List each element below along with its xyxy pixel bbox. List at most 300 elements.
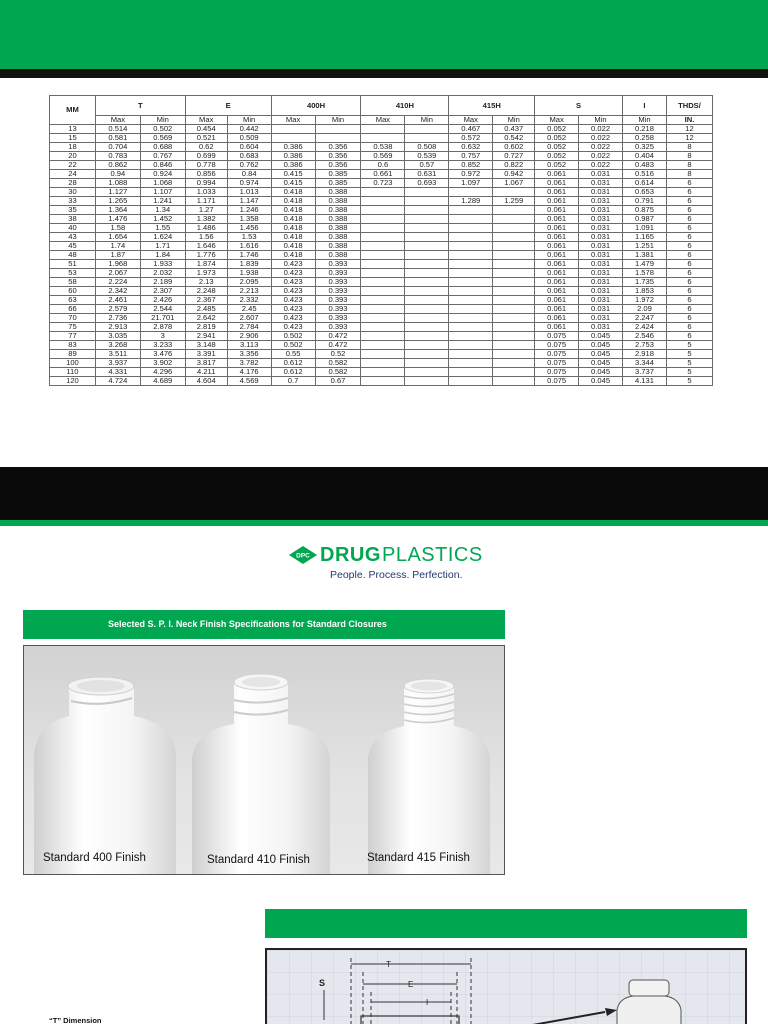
table-cell: 0.031: [579, 233, 623, 242]
table-cell: 0.418: [271, 242, 315, 251]
table-cell: 0.7: [271, 377, 315, 386]
table-cell: [493, 233, 535, 242]
logo-tagline: People. Process. Perfection.: [330, 569, 463, 581]
table-cell: 2.544: [140, 305, 185, 314]
table-cell: [405, 224, 449, 233]
table-cell: 6: [666, 269, 712, 278]
table-cell: 2.579: [95, 305, 140, 314]
table-cell: 0.994: [185, 179, 227, 188]
table-cell: 0.061: [535, 323, 579, 332]
table-cell: [449, 350, 493, 359]
table-cell: 0.542: [493, 134, 535, 143]
table-row: [50, 215, 713, 224]
table-cell: 3.268: [95, 341, 140, 350]
mm-size-cell: 83: [50, 341, 96, 350]
table-cell: 0.393: [315, 287, 361, 296]
table-cell: [405, 215, 449, 224]
table-cell: 2.819: [185, 323, 227, 332]
mm-size-cell: 20: [50, 152, 96, 161]
table-cell: 0.061: [535, 251, 579, 260]
subheader-cell: Max: [95, 116, 140, 125]
table-cell: [361, 368, 405, 377]
table-cell: [449, 296, 493, 305]
table-cell: 6: [666, 188, 712, 197]
bottles-illustration: [24, 646, 504, 874]
table-cell: [405, 332, 449, 341]
table-cell: 1.58: [95, 224, 140, 233]
table-cell: 5: [666, 359, 712, 368]
table-cell: 0.045: [579, 332, 623, 341]
table-cell: [493, 296, 535, 305]
table-cell: 0.045: [579, 341, 623, 350]
caption-400-finish: Standard 400 Finish: [43, 852, 146, 864]
table-cell: 0.569: [140, 134, 185, 143]
table-cell: 0.061: [535, 233, 579, 242]
table-cell: 0.258: [623, 134, 667, 143]
spi-banner: Selected S. P. I. Neck Finish Specifications for Standard Closures: [23, 610, 505, 639]
table-row: [50, 242, 713, 251]
table-cell: 0.483: [623, 161, 667, 170]
subheader-cell: Min: [623, 116, 667, 125]
mm-size-cell: 13: [50, 125, 96, 134]
table-cell: [361, 260, 405, 269]
table-cell: 0.031: [579, 260, 623, 269]
table-cell: 1.147: [227, 197, 271, 206]
table-cell: 0.052: [535, 125, 579, 134]
table-cell: 0.974: [227, 179, 271, 188]
table-cell: 1.646: [185, 242, 227, 251]
table-cell: 0.467: [449, 125, 493, 134]
mm-size-cell: 15: [50, 134, 96, 143]
table-row: [50, 125, 713, 134]
table-cell: 0.442: [227, 125, 271, 134]
table-cell: [405, 233, 449, 242]
table-cell: 0.423: [271, 269, 315, 278]
table-cell: 2.224: [95, 278, 140, 287]
table-cell: 2.753: [623, 341, 667, 350]
table-cell: 0.62: [185, 143, 227, 152]
table-cell: 0.415: [271, 179, 315, 188]
table-cell: 0.061: [535, 278, 579, 287]
table-cell: 1.107: [140, 188, 185, 197]
table-cell: 0.683: [227, 152, 271, 161]
table-cell: 0.582: [315, 359, 361, 368]
table-cell: 0.022: [579, 152, 623, 161]
table-cell: 0.653: [623, 188, 667, 197]
table-cell: 1.259: [493, 197, 535, 206]
table-cell: 6: [666, 296, 712, 305]
table-cell: 0.6: [361, 161, 405, 170]
table-cell: 0.075: [535, 368, 579, 377]
table-cell: [361, 296, 405, 305]
table-cell: [405, 296, 449, 305]
table-cell: 0.061: [535, 296, 579, 305]
table-cell: 4.131: [623, 377, 667, 386]
table-cell: [449, 341, 493, 350]
table-cell: 8: [666, 161, 712, 170]
table-cell: 0.762: [227, 161, 271, 170]
table-cell: 4.604: [185, 377, 227, 386]
table-cell: 0.022: [579, 161, 623, 170]
table-cell: 1.476: [95, 215, 140, 224]
table-cell: [449, 206, 493, 215]
table-cell: 1.624: [140, 233, 185, 242]
black-band: [0, 467, 768, 526]
table-row: [50, 296, 713, 305]
table-cell: 1.452: [140, 215, 185, 224]
table-cell: 0.631: [405, 170, 449, 179]
table-cell: 0.061: [535, 314, 579, 323]
table-cell: 0.418: [271, 233, 315, 242]
table-cell: 4.176: [227, 368, 271, 377]
table-cell: 1.381: [623, 251, 667, 260]
table-cell: 0.075: [535, 359, 579, 368]
table-cell: 1.486: [185, 224, 227, 233]
table-cell: 0.393: [315, 269, 361, 278]
table-cell: 12: [666, 134, 712, 143]
table-cell: 0.783: [95, 152, 140, 161]
table-cell: [405, 260, 449, 269]
table-cell: 0.393: [315, 260, 361, 269]
table-row: [50, 224, 713, 233]
table-cell: 0.791: [623, 197, 667, 206]
table-cell: 0.356: [315, 161, 361, 170]
table-cell: [361, 242, 405, 251]
mm-size-cell: 33: [50, 197, 96, 206]
table-cell: [405, 314, 449, 323]
table-cell: [405, 269, 449, 278]
table-cell: 5: [666, 368, 712, 377]
table-cell: [271, 125, 315, 134]
table-cell: 0.393: [315, 278, 361, 287]
mm-size-cell: 53: [50, 269, 96, 278]
table-cell: 0.031: [579, 323, 623, 332]
table-cell: 0.502: [271, 332, 315, 341]
table-cell: 0.516: [623, 170, 667, 179]
table-cell: 6: [666, 233, 712, 242]
mm-size-cell: 45: [50, 242, 96, 251]
table-cell: [449, 188, 493, 197]
table-cell: 0.218: [623, 125, 667, 134]
table-cell: 1.853: [623, 287, 667, 296]
table-cell: [449, 251, 493, 260]
table-cell: 6: [666, 260, 712, 269]
table-cell: 1.972: [623, 296, 667, 305]
table-cell: 6: [666, 224, 712, 233]
table-cell: 0.031: [579, 188, 623, 197]
table-cell: 1.735: [623, 278, 667, 287]
table-cell: 0.472: [315, 332, 361, 341]
header-400h: 400H: [271, 96, 361, 116]
table-cell: [493, 332, 535, 341]
table-cell: 4.724: [95, 377, 140, 386]
table-cell: 6: [666, 278, 712, 287]
header-i: I: [623, 96, 667, 116]
caption-410-finish: Standard 410 Finish: [207, 854, 310, 866]
table-cell: 6: [666, 287, 712, 296]
table-cell: 0.052: [535, 152, 579, 161]
table-cell: 0.508: [405, 143, 449, 152]
table-cell: 0.393: [315, 305, 361, 314]
table-cell: 0.418: [271, 251, 315, 260]
table-cell: 0.075: [535, 341, 579, 350]
table-cell: 21.701: [140, 314, 185, 323]
mm-size-cell: 89: [50, 350, 96, 359]
table-cell: [449, 368, 493, 377]
table-cell: 3.737: [623, 368, 667, 377]
table-cell: 0.388: [315, 242, 361, 251]
table-cell: 0.075: [535, 377, 579, 386]
mm-size-cell: 70: [50, 314, 96, 323]
table-cell: [361, 332, 405, 341]
table-cell: 1.165: [623, 233, 667, 242]
table-cell: [361, 359, 405, 368]
table-cell: 0.862: [95, 161, 140, 170]
mm-size-cell: 51: [50, 260, 96, 269]
table-cell: 3.782: [227, 359, 271, 368]
table-cell: 1.874: [185, 260, 227, 269]
neck-finish-spec-table: [49, 95, 713, 386]
table-cell: 0.55: [271, 350, 315, 359]
caption-415-finish: Standard 415 Finish: [367, 852, 470, 864]
table-cell: 0.569: [361, 152, 405, 161]
mm-size-cell: 77: [50, 332, 96, 341]
table-cell: 0.404: [623, 152, 667, 161]
table-row: [50, 359, 713, 368]
table-cell: 0.061: [535, 269, 579, 278]
table-cell: [493, 224, 535, 233]
table-cell: 0.045: [579, 359, 623, 368]
table-cell: 0.031: [579, 251, 623, 260]
table-cell: 0.045: [579, 368, 623, 377]
header-mm: MM: [50, 96, 96, 125]
table-cell: 2.906: [227, 332, 271, 341]
table-cell: 1.265: [95, 197, 140, 206]
table-cell: 0.987: [623, 215, 667, 224]
mm-size-cell: 18: [50, 143, 96, 152]
table-cell: 0.423: [271, 296, 315, 305]
table-cell: 0.022: [579, 125, 623, 134]
table-cell: 0.075: [535, 350, 579, 359]
table-cell: 1.479: [623, 260, 667, 269]
table-cell: 2.45: [227, 305, 271, 314]
table-cell: [405, 305, 449, 314]
header-s: S: [535, 96, 623, 116]
table-cell: [361, 323, 405, 332]
table-cell: [449, 269, 493, 278]
table-cell: 0.022: [579, 134, 623, 143]
table-cell: [493, 278, 535, 287]
table-cell: 2.426: [140, 296, 185, 305]
table-cell: 6: [666, 323, 712, 332]
table-row: [50, 197, 713, 206]
table-cell: 1.289: [449, 197, 493, 206]
table-cell: 0.614: [623, 179, 667, 188]
table-row: [50, 377, 713, 386]
table-cell: 2.248: [185, 287, 227, 296]
table-cell: 0.423: [271, 287, 315, 296]
table-cell: 0.693: [405, 179, 449, 188]
table-row: [50, 278, 713, 287]
table-cell: 2.784: [227, 323, 271, 332]
table-cell: [493, 377, 535, 386]
table-cell: 0.875: [623, 206, 667, 215]
table-cell: 0.385: [315, 179, 361, 188]
table-cell: 0.423: [271, 260, 315, 269]
table-cell: 3.902: [140, 359, 185, 368]
logo-plastics-text: PLASTICS: [382, 544, 483, 566]
subheader-cell: Min: [405, 116, 449, 125]
table-cell: [493, 269, 535, 278]
table-cell: 6: [666, 206, 712, 215]
table-cell: 8: [666, 152, 712, 161]
table-cell: [493, 323, 535, 332]
table-cell: 1.364: [95, 206, 140, 215]
table-cell: 1.013: [227, 188, 271, 197]
table-cell: 6: [666, 251, 712, 260]
table-cell: 5: [666, 377, 712, 386]
mm-size-cell: 110: [50, 368, 96, 377]
table-cell: [405, 278, 449, 287]
table-cell: 5: [666, 341, 712, 350]
table-cell: 1.456: [227, 224, 271, 233]
table-cell: 3.148: [185, 341, 227, 350]
table-cell: [449, 377, 493, 386]
table-cell: [449, 332, 493, 341]
table-row: [50, 332, 713, 341]
table-cell: 1.616: [227, 242, 271, 251]
table-cell: 1.776: [185, 251, 227, 260]
table-cell: 0.502: [140, 125, 185, 134]
table-cell: 0.031: [579, 314, 623, 323]
table-cell: 1.87: [95, 251, 140, 260]
table-cell: 0.418: [271, 215, 315, 224]
table-row: [50, 143, 713, 152]
table-cell: [405, 197, 449, 206]
table-cell: 6: [666, 305, 712, 314]
table-cell: 0.52: [315, 350, 361, 359]
table-cell: [361, 341, 405, 350]
table-cell: 0.924: [140, 170, 185, 179]
subheader-thds-in: IN.: [666, 116, 712, 125]
table-cell: 1.938: [227, 269, 271, 278]
table-cell: [315, 134, 361, 143]
table-cell: 2.424: [623, 323, 667, 332]
table-cell: 0.061: [535, 260, 579, 269]
table-cell: 0.418: [271, 206, 315, 215]
table-cell: 3.233: [140, 341, 185, 350]
table-cell: 0.972: [449, 170, 493, 179]
subheader-cell: Min: [315, 116, 361, 125]
mm-size-cell: 43: [50, 233, 96, 242]
table-cell: 1.27: [185, 206, 227, 215]
table-cell: 0.942: [493, 170, 535, 179]
table-cell: 1.091: [623, 224, 667, 233]
table-cell: [361, 305, 405, 314]
table-cell: 6: [666, 314, 712, 323]
table-cell: [493, 206, 535, 215]
table-cell: 0.045: [579, 377, 623, 386]
table-cell: [405, 125, 449, 134]
subheader-cell: Min: [493, 116, 535, 125]
subheader-cell: Min: [227, 116, 271, 125]
table-cell: 0.061: [535, 215, 579, 224]
table-cell: 0.423: [271, 278, 315, 287]
table-cell: 0.388: [315, 206, 361, 215]
table-cell: 3.511: [95, 350, 140, 359]
table-cell: [361, 278, 405, 287]
label-i: I: [426, 998, 429, 1007]
table-row: [50, 134, 713, 143]
mm-size-cell: 63: [50, 296, 96, 305]
table-cell: 0.856: [185, 170, 227, 179]
table-cell: 3.937: [95, 359, 140, 368]
table-cell: [361, 224, 405, 233]
table-cell: 0.388: [315, 197, 361, 206]
table-cell: [361, 125, 405, 134]
table-cell: 5: [666, 350, 712, 359]
header-415h: 415H: [449, 96, 535, 116]
mm-size-cell: 30: [50, 188, 96, 197]
table-cell: 0.454: [185, 125, 227, 134]
table-cell: 0.075: [535, 332, 579, 341]
table-row: [50, 233, 713, 242]
table-cell: [449, 224, 493, 233]
table-cell: [361, 134, 405, 143]
table-cell: 0.727: [493, 152, 535, 161]
table-cell: [361, 188, 405, 197]
table-cell: [405, 188, 449, 197]
mm-size-cell: 48: [50, 251, 96, 260]
table-cell: [493, 341, 535, 350]
table-cell: 0.94: [95, 170, 140, 179]
table-cell: [449, 215, 493, 224]
table-cell: [361, 233, 405, 242]
table-cell: 0.052: [535, 134, 579, 143]
table-cell: 3.344: [623, 359, 667, 368]
table-cell: 1.968: [95, 260, 140, 269]
table-cell: [493, 215, 535, 224]
table-cell: 2.546: [623, 332, 667, 341]
table-cell: 1.71: [140, 242, 185, 251]
mm-size-cell: 38: [50, 215, 96, 224]
table-cell: 0.386: [271, 152, 315, 161]
table-cell: 2.913: [95, 323, 140, 332]
table-cell: [361, 314, 405, 323]
table-cell: [405, 134, 449, 143]
table-cell: [361, 251, 405, 260]
table-cell: 0.602: [493, 143, 535, 152]
table-cell: 0.388: [315, 251, 361, 260]
table-cell: 0.061: [535, 305, 579, 314]
table-cell: 0.437: [493, 125, 535, 134]
table-cell: 0.604: [227, 143, 271, 152]
table-cell: 0.415: [271, 170, 315, 179]
table-cell: 0.031: [579, 197, 623, 206]
table-cell: 1.088: [95, 179, 140, 188]
subheader-cell: Max: [185, 116, 227, 125]
table-cell: 0.581: [95, 134, 140, 143]
table-cell: 0.539: [405, 152, 449, 161]
table-cell: 0.67: [315, 377, 361, 386]
table-row: [50, 368, 713, 377]
drug-plastics-logo: [288, 544, 488, 584]
table-cell: 0.423: [271, 305, 315, 314]
table-cell: 1.839: [227, 260, 271, 269]
table-cell: [361, 197, 405, 206]
table-cell: 0.031: [579, 269, 623, 278]
table-row: [50, 341, 713, 350]
